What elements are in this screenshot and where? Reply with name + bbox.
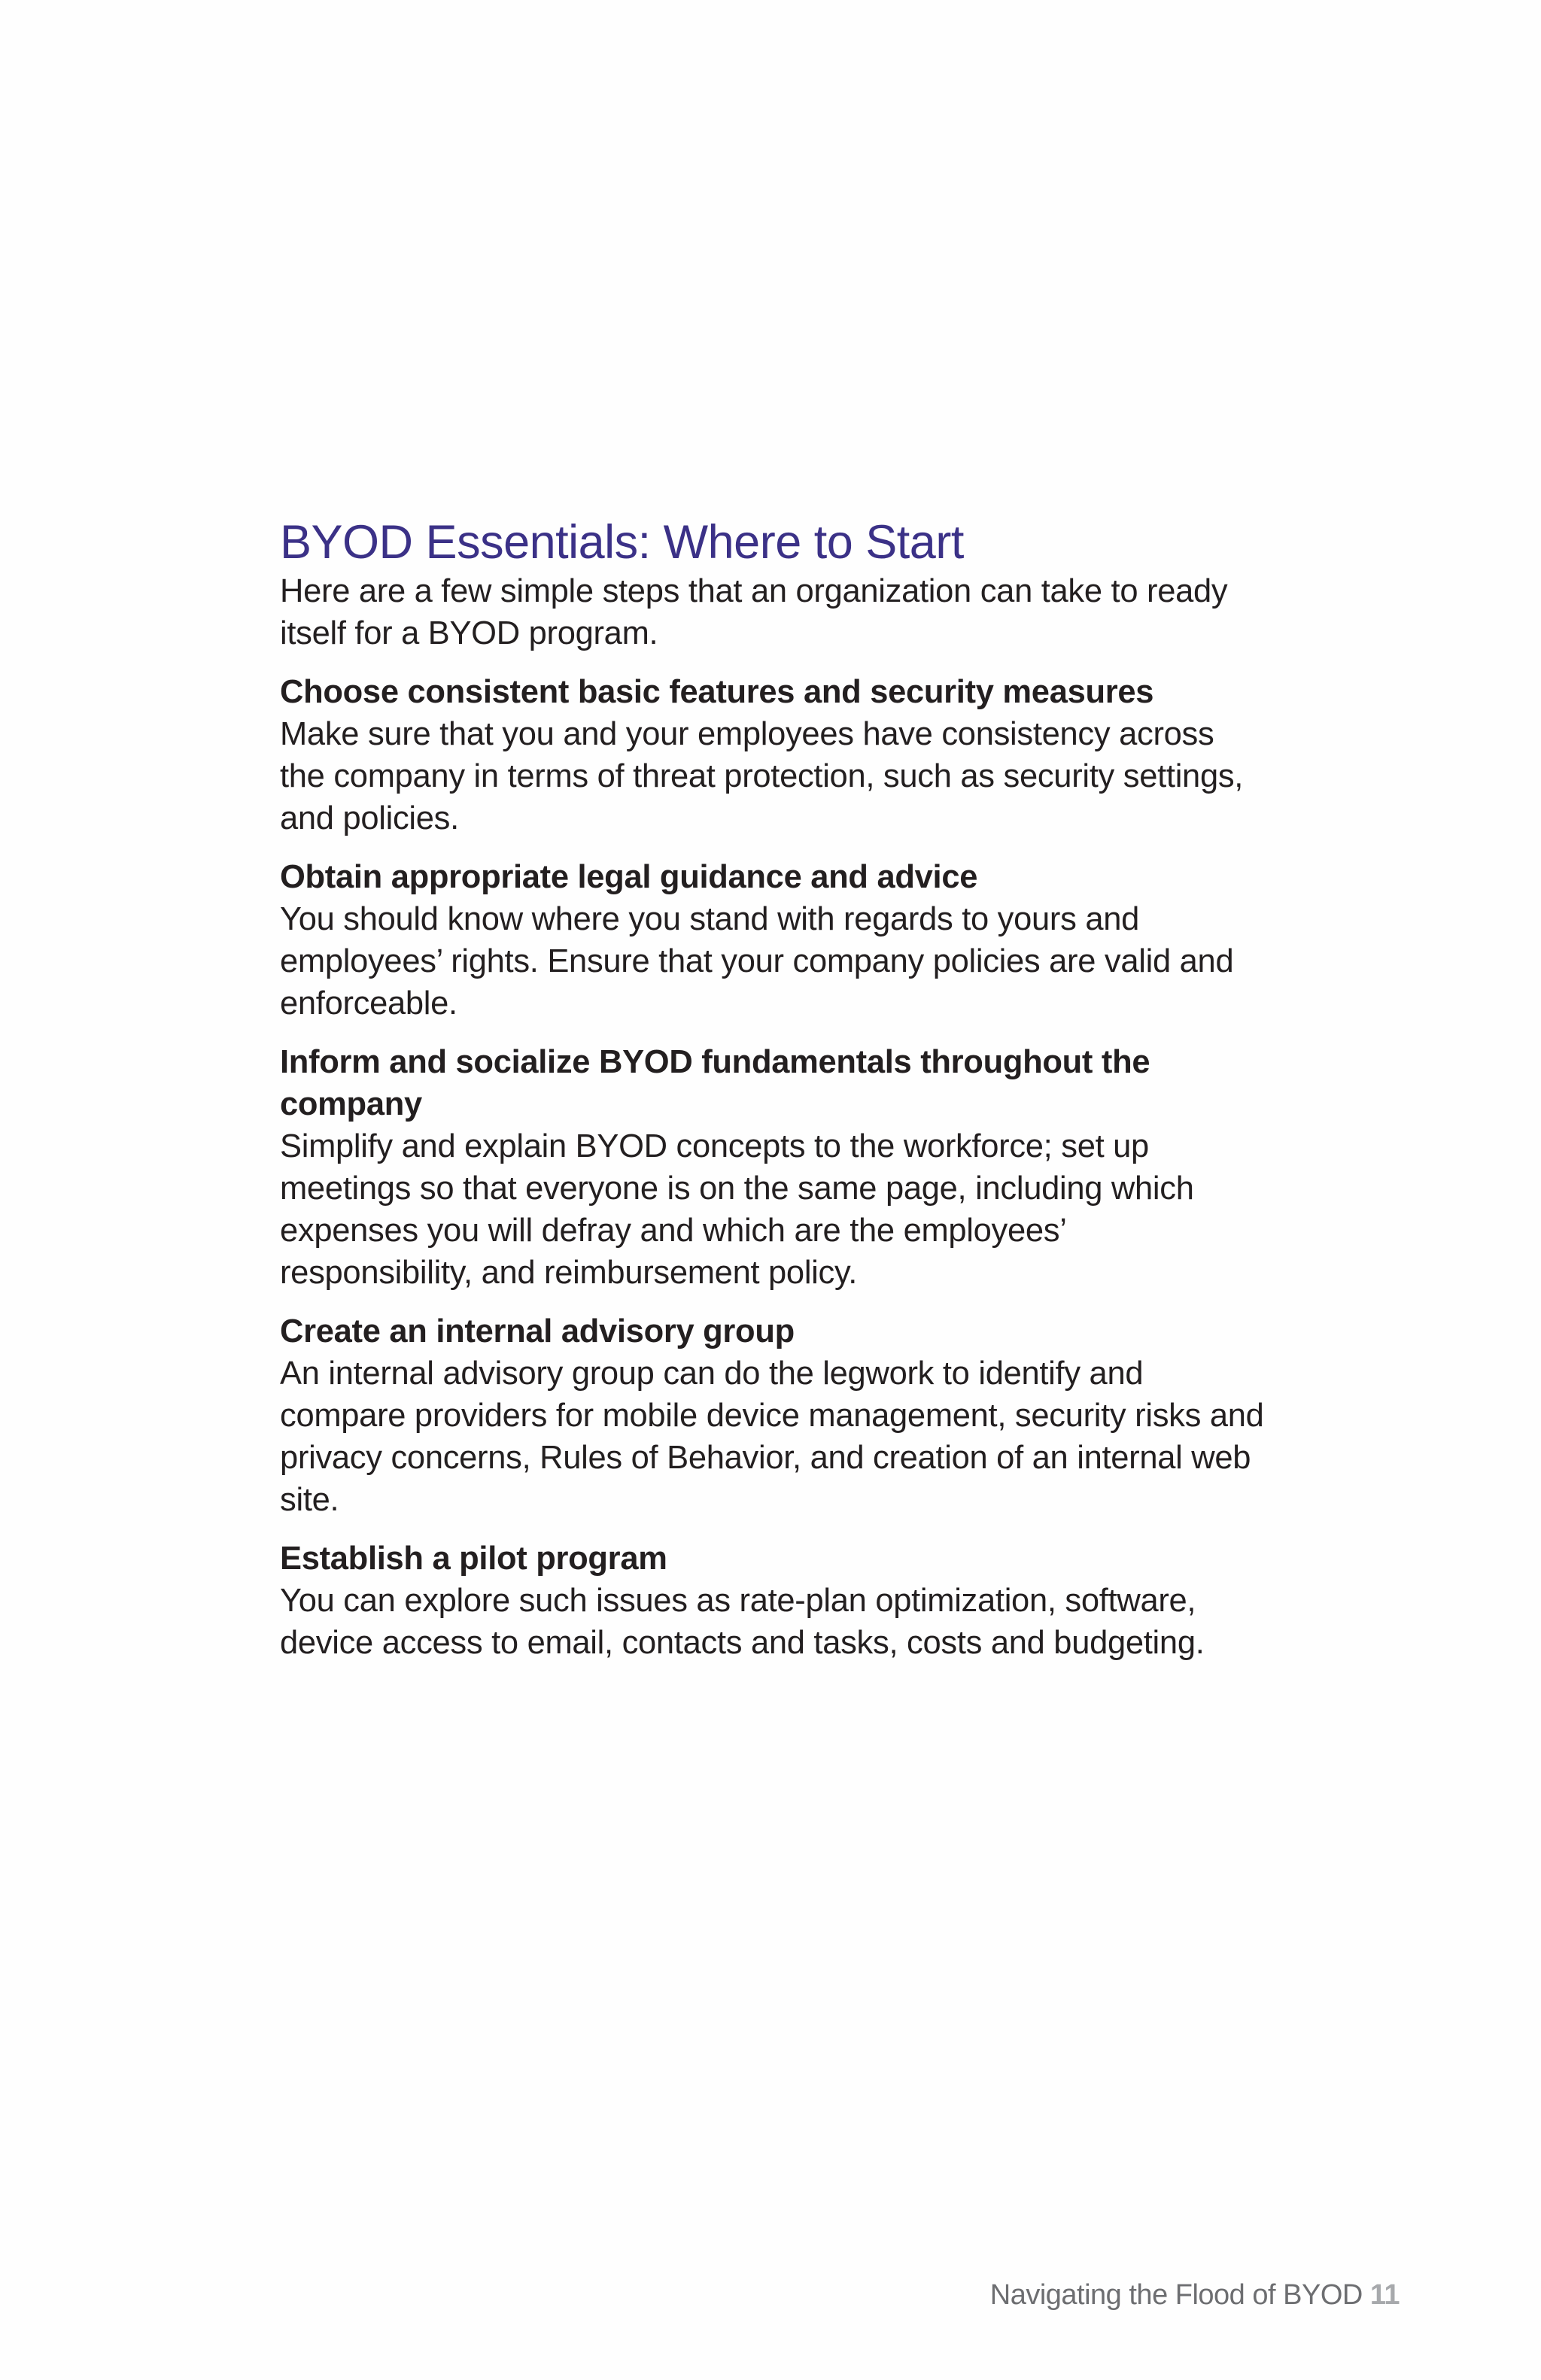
section-legal-guidance — [280, 856, 1266, 1025]
intro-paragraph: Here are a few simple steps that an organization can take to ready itself for a BYOD program. — [280, 573, 1228, 652]
section-heading: Choose consistent basic features and security measures — [280, 674, 1154, 711]
section-heading: Inform and socialize BYOD fundamentals throughout the company — [280, 1044, 1150, 1123]
section-advisory-group — [280, 1310, 1266, 1521]
section-body: You can explore such issues as rate-plan optimization, software, device access to email, contacts and tasks, costs and budgeting. — [280, 1583, 1205, 1662]
document-content — [280, 518, 1266, 1680]
footer-text: Navigating the Flood of BYOD — [989, 2279, 1363, 2311]
section-pilot-program — [280, 1538, 1266, 1664]
section-body: Make sure that you and your employees have consistency across the company in terms of threat protection, such as security settings, and policies. — [280, 716, 1244, 837]
section-body: An internal advisory group can do the legwork to identify and compare providers for mobile device management, security risks and privacy concerns, Rules of Behavior, and creation of an internal web site. — [280, 1355, 1264, 1519]
section-inform-socialize — [280, 1041, 1266, 1294]
page-number: 11 — [1369, 2279, 1400, 2311]
section-heading: Establish a pilot program — [280, 1541, 667, 1577]
page-title: BYOD Essentials: Where to Start — [280, 516, 964, 569]
page-footer — [990, 2279, 1400, 2312]
section-consistent-features — [280, 671, 1266, 839]
section-heading: Obtain appropriate legal guidance and advice — [280, 859, 978, 896]
section-body: You should know where you stand with regards to yours and employees’ rights. Ensure that your company policies are valid and enforceable. — [280, 901, 1234, 1022]
section-heading: Create an internal advisory group — [280, 1313, 795, 1350]
section-body: Simplify and explain BYOD concepts to the workforce; set up meetings so that everyone is on the same page, including which expenses you will defray and which are the employees’ responsibility, and reimbursement policy. — [280, 1128, 1194, 1292]
